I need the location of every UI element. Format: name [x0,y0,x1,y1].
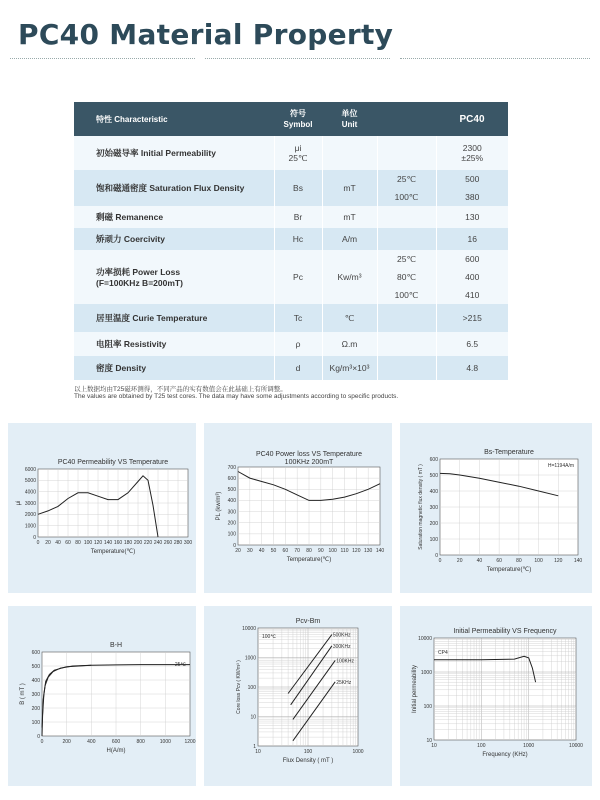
chart-permeability-vs-temperature [8,423,196,593]
chart-bs-temperature [400,423,592,593]
chart-annotation: H=1194A/m [547,463,574,469]
x-tick-label: 80 [75,540,81,546]
row-label: 功率损耗 Power Loss (F=100KHz B=200mT) [74,250,274,304]
title-divider-left [10,58,195,59]
chart-power-loss-vs-temperature [204,423,392,593]
y-tick-label: 10 [426,737,432,744]
y-tick-label: 400 [227,498,236,505]
row-symbol: Pc [274,250,322,304]
x-tick-label: 50 [270,548,277,554]
x-tick-label: 40 [258,548,265,554]
series-label: 25KHz [336,679,352,686]
y-tick-label: 1 [253,743,256,750]
y-tick-label: 10 [250,714,256,721]
note-english: The values are obtained by T25 test cores. The data may have some adjustments according to specific products. [74,393,399,400]
x-tick-label: 300 [183,540,193,546]
x-axis-label: H(A/m) [106,748,126,754]
y-tick-label: 3000 [24,500,36,507]
x-tick-label: 260 [163,540,173,546]
y-tick-label: 1000 [24,523,36,530]
row-label: 初始磁导率 Initial Permeability [74,136,274,170]
chart-pcv-bm [204,606,392,786]
x-tick-label: 80 [516,558,522,564]
row-symbol: d [274,356,322,380]
row-condition [377,228,436,250]
y-tick-label: 300 [227,509,236,516]
y-axis-label: μi [16,500,22,506]
x-tick-label: 0 [40,739,44,745]
x-tick-label: 60 [65,540,71,546]
y-tick-label: 0 [233,542,236,549]
x-tick-label: 0 [438,558,442,564]
x-tick-label: 10 [431,743,437,749]
x-tick-label: 60 [496,558,502,564]
x-tick-label: 1000 [523,743,535,749]
row-condition: 80℃ [377,268,436,286]
chart-panel-bs-temperature [400,423,592,593]
row-value: 380 [436,188,508,206]
row-value: 410 [436,286,508,304]
chart-panel-pcv-bm [204,606,392,786]
row-symbol: Hc [274,228,322,250]
row-value: 16 [436,228,508,250]
row-power-loss [74,250,508,268]
material-property-table [74,102,508,380]
x-tick-label: 600 [111,739,121,745]
x-tick-label: 160 [113,540,123,546]
x-tick-label: 1000 [352,749,364,755]
x-tick-label: 10 [255,749,261,755]
row-value: 2300 ±25% [436,136,508,170]
row-density [74,356,508,380]
header-condition [377,102,436,136]
row-label: 剩磁 Remanence [74,206,274,228]
x-tick-label: 120 [352,548,361,554]
row-value: 6.5 [436,332,508,356]
row-label: 饱和磁通密度 Saturation Flux Density [74,170,274,206]
row-value: 600 [436,250,508,268]
y-tick-label: 1000 [420,669,432,676]
y-tick-label: 6000 [24,466,36,473]
chart-panel-permeability-temperature [8,423,196,593]
y-tick-label: 4000 [24,489,36,496]
x-tick-label: 120 [93,540,103,546]
x-tick-label: 90 [318,548,324,554]
page-title: PC40 Material Property [18,18,394,51]
y-tick-label: 100 [247,684,256,691]
x-axis-label: Temperature(℃) [286,557,332,563]
row-unit: Ω.m [322,332,377,356]
y-tick-label: 10000 [242,625,256,632]
y-axis-label: Core loss Pcv ( KW/m³ ) [236,660,242,714]
y-tick-label: 0 [435,552,438,559]
x-tick-label: 20 [45,540,51,546]
row-condition [377,356,436,380]
y-tick-label: 100 [423,703,432,710]
x-tick-label: 800 [136,739,145,745]
y-tick-label: 1000 [244,655,256,662]
x-axis-label: Frequency (KHz) [482,752,528,758]
row-unit: A/m [322,228,377,250]
y-tick-label: 700 [227,464,236,471]
x-tick-label: 110 [340,548,349,554]
x-tick-label: 140 [375,548,385,554]
x-tick-label: 180 [123,540,133,546]
row-label: 电阻率 Resistivity [74,332,274,356]
y-tick-label: 300 [429,504,438,511]
y-tick-label: 0 [33,534,36,541]
y-tick-label: 200 [31,705,40,712]
header-material: PC40 [436,102,508,136]
row-initial-permeability [74,136,508,170]
row-symbol: μi 25℃ [274,136,322,170]
y-tick-label: 200 [227,520,236,527]
y-axis-label: Saturation magnetic flux density ( mT ) [418,464,424,550]
y-tick-label: 5000 [24,478,36,485]
x-tick-label: 400 [87,739,96,745]
header-symbol: 符号 Symbol [274,102,322,136]
note-chinese: 以上数据均由T25磁环测得，不同产品的实有数值会在此基础上有所调整。 [74,386,287,393]
row-condition [377,136,436,170]
chart-annotation: 25℃ [174,662,186,668]
y-tick-label: 100 [429,536,438,543]
title-divider-middle [205,58,390,59]
y-tick-label: 200 [429,520,438,527]
row-symbol: ρ [274,332,322,356]
chart-title: Bs-Temperature [484,449,534,456]
y-tick-label: 400 [31,677,40,684]
y-axis-label: Initial permeability [412,664,418,714]
x-tick-label: 1200 [184,739,196,745]
row-symbol: Bs [274,170,322,206]
row-symbol: Br [274,206,322,228]
row-condition: 25℃ [377,250,436,268]
header-characteristic: 特性 Characteristic [74,102,274,136]
y-tick-label: 0 [37,733,40,740]
y-tick-label: 500 [31,663,40,670]
y-tick-label: 100 [31,719,40,726]
y-tick-label: 600 [31,649,40,656]
series-label: 300KHz [332,643,351,650]
y-tick-label: 600 [227,475,236,482]
x-tick-label: 120 [554,558,563,564]
x-tick-label: 10000 [569,743,583,749]
row-symbol: Tc [274,304,322,332]
header-unit: 单位 Unit [322,102,377,136]
chart-title: Initial Permeability VS Frequency [453,628,557,635]
row-label: 居里温度 Curie Temperature [74,304,274,332]
y-tick-label: 300 [31,691,40,698]
x-tick-label: 130 [363,548,373,554]
x-tick-label: 280 [173,540,183,546]
row-coercivity [74,228,508,250]
series-label: 500KHz [332,632,351,639]
row-unit: mT [322,206,377,228]
x-tick-label: 40 [476,558,483,564]
chart-panel-bh [8,606,196,786]
x-tick-label: 100 [303,749,313,755]
row-saturation-flux [74,170,508,188]
y-tick-label: 10000 [418,635,432,642]
row-unit: Kw/m³ [322,250,377,304]
row-value: 500 [436,170,508,188]
row-unit [322,136,377,170]
x-tick-label: 1000 [159,739,171,745]
row-condition [377,206,436,228]
row-condition: 100℃ [377,286,436,304]
row-value: >215 [436,304,508,332]
row-label: 密度 Density [74,356,274,380]
x-tick-label: 30 [247,548,253,554]
table-header-row [74,102,508,136]
x-tick-label: 100 [83,540,93,546]
row-unit: Kg/m³×10³ [322,356,377,380]
x-tick-label: 40 [55,540,61,546]
series-label: 100KHz [336,658,355,665]
row-condition [377,332,436,356]
chart-permeability-vs-frequency [400,606,592,786]
x-tick-label: 70 [294,548,300,554]
y-axis-label: B ( mT ) [20,683,26,705]
x-tick-label: 100 [534,558,543,564]
chart-bh-curve [8,606,196,786]
chart-panel-powerloss-temperature [204,423,392,593]
plot-area [434,638,576,740]
x-tick-label: 20 [235,548,241,554]
row-value: 130 [436,206,508,228]
chart-subtitle: 100KHz 200mT [284,459,334,466]
row-value: 400 [436,268,508,286]
x-axis-label: Temperature(℃) [486,567,532,573]
x-tick-label: 60 [282,548,289,554]
y-tick-label: 600 [429,456,438,463]
row-resistivity [74,332,508,356]
x-tick-label: 200 [133,540,143,546]
y-tick-label: 100 [227,531,236,538]
y-tick-label: 500 [429,472,438,479]
x-tick-label: 220 [143,540,153,546]
x-tick-label: 100 [328,548,337,554]
x-tick-label: 200 [62,739,71,745]
y-axis-label: PL (kw/m³) [216,491,222,521]
chart-annotation: 100℃ [262,634,276,640]
row-unit: mT [322,170,377,206]
x-tick-label: 0 [36,540,40,546]
chart-title: PC40 Power loss VS Temperature [255,451,363,458]
chart-title: PC40 Permeability VS Temperature [57,459,169,466]
chart-title: B-H [109,642,123,649]
row-remanence [74,206,508,228]
x-tick-label: 140 [103,540,113,546]
x-tick-label: 240 [153,540,163,546]
x-axis-label: Flux Density ( mT ) [282,758,334,764]
x-axis-label: Temperature(℃) [90,549,136,555]
row-condition: 25℃ [377,170,436,188]
row-unit: ℃ [322,304,377,332]
chart-panel-permeability-frequency [400,606,592,786]
y-tick-label: 2000 [24,512,36,519]
y-tick-label: 400 [429,488,438,495]
row-label: 矫顽力 Coercivity [74,228,274,250]
row-condition [377,304,436,332]
row-condition: 100℃ [377,188,436,206]
title-divider-right [400,58,590,59]
chart-annotation: CP4 [438,650,448,656]
x-tick-label: 20 [456,558,463,564]
x-tick-label: 100 [477,743,486,749]
row-curie-temperature [74,304,508,332]
row-value: 4.8 [436,356,508,380]
chart-title: Pcv-Bm [295,618,321,625]
x-tick-label: 140 [573,558,583,564]
x-tick-label: 80 [306,548,312,554]
y-tick-label: 500 [227,487,236,494]
